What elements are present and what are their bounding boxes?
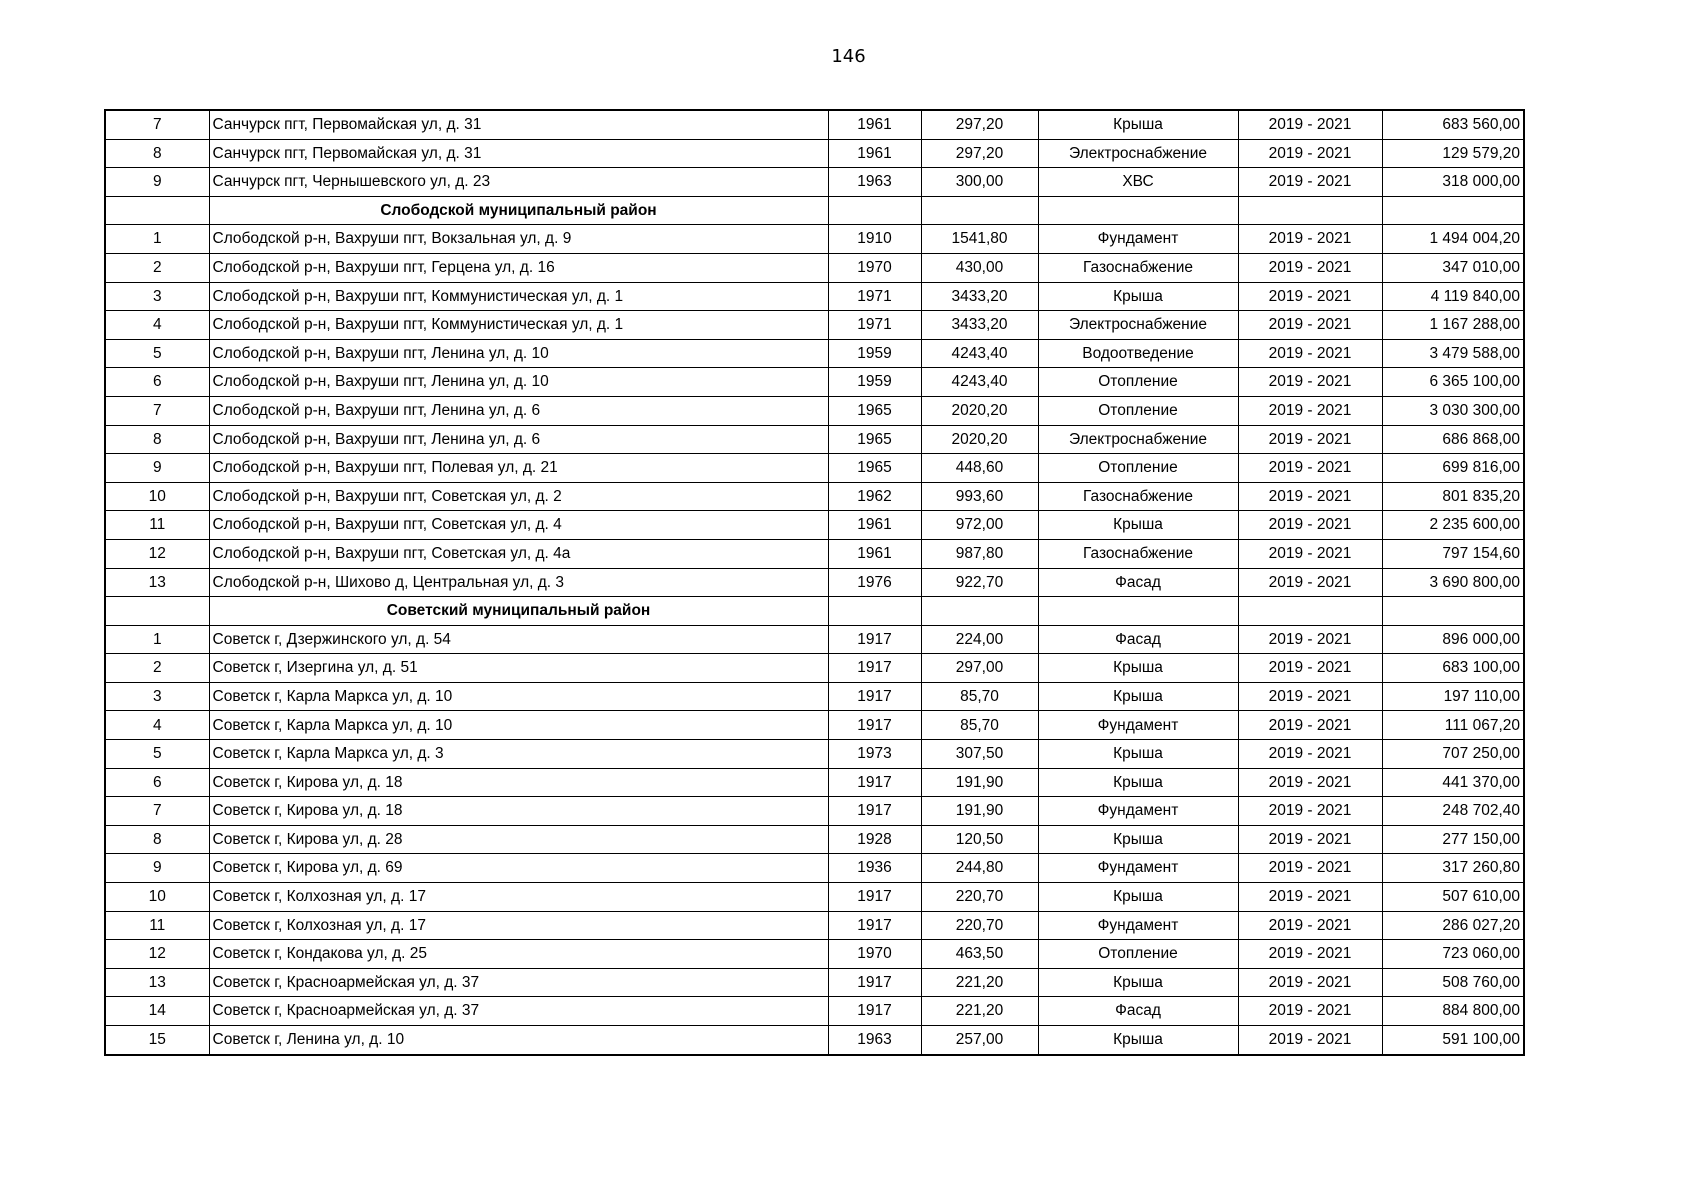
cost-cell: 3 479 588,00 <box>1382 339 1524 368</box>
address-cell: Советск г, Кирова ул, д. 18 <box>209 797 828 826</box>
table-row <box>105 339 1524 368</box>
table-row <box>105 740 1524 769</box>
cost-cell: 507 610,00 <box>1382 883 1524 912</box>
cost-cell: 699 816,00 <box>1382 454 1524 483</box>
row-number: 12 <box>105 539 209 568</box>
cost-cell: 1 494 004,20 <box>1382 225 1524 254</box>
cost-cell: 318 000,00 <box>1382 168 1524 197</box>
work-type-cell: Отопление <box>1038 396 1238 425</box>
period-cell: 2019 - 2021 <box>1238 711 1382 740</box>
row-number: 9 <box>105 454 209 483</box>
address-cell: Советск г, Колхозная ул, д. 17 <box>209 883 828 912</box>
cost-cell: 129 579,20 <box>1382 139 1524 168</box>
address-cell: Слободской р-н, Вахруши пгт, Коммунистическая ул, д. 1 <box>209 311 828 340</box>
work-type-cell: Газоснабжение <box>1038 539 1238 568</box>
area-cell: 297,20 <box>921 110 1038 139</box>
empty-cell <box>921 597 1038 626</box>
cost-cell: 683 560,00 <box>1382 110 1524 139</box>
address-cell: Советск г, Кирова ул, д. 69 <box>209 854 828 883</box>
row-number: 4 <box>105 311 209 340</box>
cost-cell: 2 235 600,00 <box>1382 511 1524 540</box>
year-built-cell: 1917 <box>828 797 921 826</box>
work-type-cell: Крыша <box>1038 883 1238 912</box>
area-cell: 300,00 <box>921 168 1038 197</box>
table-row <box>105 425 1524 454</box>
year-built-cell: 1917 <box>828 883 921 912</box>
empty-cell <box>921 196 1038 225</box>
period-cell: 2019 - 2021 <box>1238 425 1382 454</box>
area-cell: 4243,40 <box>921 339 1038 368</box>
address-cell: Советск г, Красноармейская ул, д. 37 <box>209 997 828 1026</box>
cost-cell: 441 370,00 <box>1382 768 1524 797</box>
period-cell: 2019 - 2021 <box>1238 1026 1382 1055</box>
year-built-cell: 1917 <box>828 682 921 711</box>
address-cell: Советск г, Изергина ул, д. 51 <box>209 654 828 683</box>
cost-cell: 683 100,00 <box>1382 654 1524 683</box>
table-row <box>105 311 1524 340</box>
cost-cell: 1 167 288,00 <box>1382 311 1524 340</box>
row-number: 8 <box>105 825 209 854</box>
period-cell: 2019 - 2021 <box>1238 253 1382 282</box>
work-type-cell: Крыша <box>1038 654 1238 683</box>
year-built-cell: 1917 <box>828 968 921 997</box>
district-heading: Слободской муниципальный район <box>209 196 828 225</box>
table-row <box>105 482 1524 511</box>
address-cell: Слободской р-н, Шихово д, Центральная ул, д. 3 <box>209 568 828 597</box>
work-type-cell: Фундамент <box>1038 225 1238 254</box>
area-cell: 297,00 <box>921 654 1038 683</box>
empty-cell <box>1038 597 1238 626</box>
empty-cell <box>1382 597 1524 626</box>
repair-program-table <box>104 109 1525 1056</box>
work-type-cell: Фундамент <box>1038 854 1238 883</box>
area-cell: 993,60 <box>921 482 1038 511</box>
row-number: 9 <box>105 854 209 883</box>
row-number: 11 <box>105 511 209 540</box>
period-cell: 2019 - 2021 <box>1238 539 1382 568</box>
year-built-cell: 1959 <box>828 339 921 368</box>
area-cell: 987,80 <box>921 539 1038 568</box>
area-cell: 85,70 <box>921 682 1038 711</box>
year-built-cell: 1910 <box>828 225 921 254</box>
address-cell: Советск г, Карла Маркса ул, д. 10 <box>209 711 828 740</box>
area-cell: 2020,20 <box>921 425 1038 454</box>
address-cell: Советск г, Дзержинского ул, д. 54 <box>209 625 828 654</box>
year-built-cell: 1962 <box>828 482 921 511</box>
year-built-cell: 1928 <box>828 825 921 854</box>
cost-cell: 896 000,00 <box>1382 625 1524 654</box>
address-cell: Советск г, Кондакова ул, д. 25 <box>209 940 828 969</box>
work-type-cell: Крыша <box>1038 110 1238 139</box>
period-cell: 2019 - 2021 <box>1238 311 1382 340</box>
work-type-cell: Фасад <box>1038 625 1238 654</box>
address-cell: Слободской р-н, Вахруши пгт, Советская ул, д. 4 <box>209 511 828 540</box>
area-cell: 120,50 <box>921 825 1038 854</box>
work-type-cell: Фундамент <box>1038 797 1238 826</box>
row-number: 14 <box>105 997 209 1026</box>
period-cell: 2019 - 2021 <box>1238 797 1382 826</box>
table-row <box>105 511 1524 540</box>
period-cell: 2019 - 2021 <box>1238 225 1382 254</box>
period-cell: 2019 - 2021 <box>1238 911 1382 940</box>
year-built-cell: 1959 <box>828 368 921 397</box>
address-cell: Слободской р-н, Вахруши пгт, Коммунистическая ул, д. 1 <box>209 282 828 311</box>
district-heading-row <box>105 597 1524 626</box>
period-cell: 2019 - 2021 <box>1238 940 1382 969</box>
work-type-cell: Фасад <box>1038 997 1238 1026</box>
year-built-cell: 1963 <box>828 1026 921 1055</box>
address-cell: Советск г, Красноармейская ул, д. 37 <box>209 968 828 997</box>
address-cell: Слободской р-н, Вахруши пгт, Советская ул, д. 4а <box>209 539 828 568</box>
year-built-cell: 1917 <box>828 911 921 940</box>
area-cell: 221,20 <box>921 997 1038 1026</box>
period-cell: 2019 - 2021 <box>1238 110 1382 139</box>
cost-cell: 686 868,00 <box>1382 425 1524 454</box>
period-cell: 2019 - 2021 <box>1238 568 1382 597</box>
row-number: 7 <box>105 396 209 425</box>
area-cell: 1541,80 <box>921 225 1038 254</box>
table-body <box>105 110 1524 1055</box>
work-type-cell: Электроснабжение <box>1038 425 1238 454</box>
table-row <box>105 225 1524 254</box>
empty-cell <box>1238 196 1382 225</box>
period-cell: 2019 - 2021 <box>1238 339 1382 368</box>
work-type-cell: Крыша <box>1038 968 1238 997</box>
work-type-cell: Фундамент <box>1038 911 1238 940</box>
cost-cell: 317 260,80 <box>1382 854 1524 883</box>
address-cell: Слободской р-н, Вахруши пгт, Ленина ул, д. 10 <box>209 368 828 397</box>
address-cell: Советск г, Кирова ул, д. 18 <box>209 768 828 797</box>
period-cell: 2019 - 2021 <box>1238 997 1382 1026</box>
period-cell: 2019 - 2021 <box>1238 854 1382 883</box>
empty-cell <box>105 597 209 626</box>
year-built-cell: 1965 <box>828 396 921 425</box>
period-cell: 2019 - 2021 <box>1238 139 1382 168</box>
table-row <box>105 253 1524 282</box>
cost-cell: 591 100,00 <box>1382 1026 1524 1055</box>
cost-cell: 277 150,00 <box>1382 825 1524 854</box>
area-cell: 297,20 <box>921 139 1038 168</box>
period-cell: 2019 - 2021 <box>1238 625 1382 654</box>
row-number: 7 <box>105 797 209 826</box>
area-cell: 2020,20 <box>921 396 1038 425</box>
table-row <box>105 168 1524 197</box>
empty-cell <box>1038 196 1238 225</box>
year-built-cell: 1976 <box>828 568 921 597</box>
table-row <box>105 682 1524 711</box>
area-cell: 224,00 <box>921 625 1038 654</box>
row-number: 8 <box>105 139 209 168</box>
year-built-cell: 1917 <box>828 625 921 654</box>
cost-cell: 508 760,00 <box>1382 968 1524 997</box>
cost-cell: 801 835,20 <box>1382 482 1524 511</box>
row-number: 13 <box>105 968 209 997</box>
work-type-cell: Крыша <box>1038 825 1238 854</box>
table-row <box>105 711 1524 740</box>
cost-cell: 707 250,00 <box>1382 740 1524 769</box>
row-number: 3 <box>105 682 209 711</box>
cost-cell: 884 800,00 <box>1382 997 1524 1026</box>
period-cell: 2019 - 2021 <box>1238 282 1382 311</box>
area-cell: 307,50 <box>921 740 1038 769</box>
work-type-cell: Крыша <box>1038 740 1238 769</box>
table-row <box>105 854 1524 883</box>
period-cell: 2019 - 2021 <box>1238 654 1382 683</box>
district-heading: Советский муниципальный район <box>209 597 828 626</box>
table-row <box>105 282 1524 311</box>
table-row <box>105 768 1524 797</box>
cost-cell: 797 154,60 <box>1382 539 1524 568</box>
table-row <box>105 825 1524 854</box>
year-built-cell: 1965 <box>828 454 921 483</box>
row-number: 8 <box>105 425 209 454</box>
cost-cell: 3 030 300,00 <box>1382 396 1524 425</box>
year-built-cell: 1973 <box>828 740 921 769</box>
area-cell: 191,90 <box>921 797 1038 826</box>
table-row <box>105 997 1524 1026</box>
row-number: 4 <box>105 711 209 740</box>
work-type-cell: Газоснабжение <box>1038 253 1238 282</box>
work-type-cell: ХВС <box>1038 168 1238 197</box>
work-type-cell: Отопление <box>1038 368 1238 397</box>
year-built-cell: 1917 <box>828 654 921 683</box>
address-cell: Санчурск пгт, Первомайская ул, д. 31 <box>209 139 828 168</box>
period-cell: 2019 - 2021 <box>1238 883 1382 912</box>
cost-cell: 197 110,00 <box>1382 682 1524 711</box>
table-row <box>105 454 1524 483</box>
row-number: 10 <box>105 883 209 912</box>
address-cell: Слободской р-н, Вахруши пгт, Ленина ул, д. 6 <box>209 425 828 454</box>
address-cell: Советск г, Карла Маркса ул, д. 10 <box>209 682 828 711</box>
work-type-cell: Крыша <box>1038 282 1238 311</box>
work-type-cell: Водоотведение <box>1038 339 1238 368</box>
work-type-cell: Электроснабжение <box>1038 139 1238 168</box>
area-cell: 191,90 <box>921 768 1038 797</box>
cost-cell: 3 690 800,00 <box>1382 568 1524 597</box>
table-row <box>105 539 1524 568</box>
row-number: 2 <box>105 654 209 683</box>
address-cell: Слободской р-н, Вахруши пгт, Герцена ул, д. 16 <box>209 253 828 282</box>
table-row <box>105 625 1524 654</box>
work-type-cell: Крыша <box>1038 511 1238 540</box>
empty-cell <box>105 196 209 225</box>
row-number: 6 <box>105 768 209 797</box>
work-type-cell: Крыша <box>1038 1026 1238 1055</box>
table-row <box>105 568 1524 597</box>
area-cell: 4243,40 <box>921 368 1038 397</box>
period-cell: 2019 - 2021 <box>1238 454 1382 483</box>
area-cell: 85,70 <box>921 711 1038 740</box>
table-row <box>105 797 1524 826</box>
area-cell: 922,70 <box>921 568 1038 597</box>
address-cell: Слободской р-н, Вахруши пгт, Полевая ул, д. 21 <box>209 454 828 483</box>
period-cell: 2019 - 2021 <box>1238 482 1382 511</box>
cost-cell: 6 365 100,00 <box>1382 368 1524 397</box>
row-number: 3 <box>105 282 209 311</box>
address-cell: Советск г, Кирова ул, д. 28 <box>209 825 828 854</box>
cost-cell: 111 067,20 <box>1382 711 1524 740</box>
row-number: 6 <box>105 368 209 397</box>
year-built-cell: 1961 <box>828 511 921 540</box>
area-cell: 430,00 <box>921 253 1038 282</box>
empty-cell <box>828 597 921 626</box>
year-built-cell: 1970 <box>828 940 921 969</box>
address-cell: Советск г, Карла Маркса ул, д. 3 <box>209 740 828 769</box>
area-cell: 220,70 <box>921 883 1038 912</box>
address-cell: Слободской р-н, Вахруши пгт, Советская ул, д. 2 <box>209 482 828 511</box>
district-heading-row <box>105 196 1524 225</box>
table-row <box>105 110 1524 139</box>
year-built-cell: 1961 <box>828 110 921 139</box>
year-built-cell: 1971 <box>828 311 921 340</box>
empty-cell <box>1238 597 1382 626</box>
row-number: 7 <box>105 110 209 139</box>
area-cell: 972,00 <box>921 511 1038 540</box>
period-cell: 2019 - 2021 <box>1238 740 1382 769</box>
area-cell: 244,80 <box>921 854 1038 883</box>
address-cell: Советск г, Ленина ул, д. 10 <box>209 1026 828 1055</box>
work-type-cell: Фундамент <box>1038 711 1238 740</box>
row-number: 9 <box>105 168 209 197</box>
work-type-cell: Отопление <box>1038 940 1238 969</box>
table-row <box>105 368 1524 397</box>
table-row <box>105 968 1524 997</box>
year-built-cell: 1917 <box>828 711 921 740</box>
period-cell: 2019 - 2021 <box>1238 768 1382 797</box>
year-built-cell: 1961 <box>828 539 921 568</box>
period-cell: 2019 - 2021 <box>1238 825 1382 854</box>
period-cell: 2019 - 2021 <box>1238 396 1382 425</box>
table-row <box>105 940 1524 969</box>
table-row <box>105 396 1524 425</box>
row-number: 15 <box>105 1026 209 1055</box>
year-built-cell: 1963 <box>828 168 921 197</box>
row-number: 13 <box>105 568 209 597</box>
address-cell: Советск г, Колхозная ул, д. 17 <box>209 911 828 940</box>
address-cell: Санчурск пгт, Первомайская ул, д. 31 <box>209 110 828 139</box>
empty-cell <box>1382 196 1524 225</box>
table-row <box>105 139 1524 168</box>
work-type-cell: Отопление <box>1038 454 1238 483</box>
year-built-cell: 1936 <box>828 854 921 883</box>
address-cell: Слободской р-н, Вахруши пгт, Ленина ул, д. 10 <box>209 339 828 368</box>
table-row <box>105 883 1524 912</box>
work-type-cell: Электроснабжение <box>1038 311 1238 340</box>
area-cell: 221,20 <box>921 968 1038 997</box>
cost-cell: 248 702,40 <box>1382 797 1524 826</box>
area-cell: 463,50 <box>921 940 1038 969</box>
period-cell: 2019 - 2021 <box>1238 682 1382 711</box>
row-number: 1 <box>105 625 209 654</box>
cost-cell: 4 119 840,00 <box>1382 282 1524 311</box>
work-type-cell: Газоснабжение <box>1038 482 1238 511</box>
row-number: 11 <box>105 911 209 940</box>
area-cell: 448,60 <box>921 454 1038 483</box>
empty-cell <box>828 196 921 225</box>
period-cell: 2019 - 2021 <box>1238 168 1382 197</box>
row-number: 12 <box>105 940 209 969</box>
year-built-cell: 1965 <box>828 425 921 454</box>
row-number: 1 <box>105 225 209 254</box>
address-cell: Санчурск пгт, Чернышевского ул, д. 23 <box>209 168 828 197</box>
period-cell: 2019 - 2021 <box>1238 511 1382 540</box>
area-cell: 220,70 <box>921 911 1038 940</box>
address-cell: Слободской р-н, Вахруши пгт, Вокзальная ул, д. 9 <box>209 225 828 254</box>
row-number: 2 <box>105 253 209 282</box>
area-cell: 3433,20 <box>921 282 1038 311</box>
year-built-cell: 1917 <box>828 768 921 797</box>
row-number: 5 <box>105 740 209 769</box>
year-built-cell: 1971 <box>828 282 921 311</box>
work-type-cell: Крыша <box>1038 768 1238 797</box>
year-built-cell: 1961 <box>828 139 921 168</box>
period-cell: 2019 - 2021 <box>1238 968 1382 997</box>
area-cell: 257,00 <box>921 1026 1038 1055</box>
page-number: 146 <box>831 46 866 67</box>
cost-cell: 286 027,20 <box>1382 911 1524 940</box>
address-cell: Слободской р-н, Вахруши пгт, Ленина ул, д. 6 <box>209 396 828 425</box>
year-built-cell: 1917 <box>828 997 921 1026</box>
area-cell: 3433,20 <box>921 311 1038 340</box>
row-number: 5 <box>105 339 209 368</box>
work-type-cell: Фасад <box>1038 568 1238 597</box>
cost-cell: 723 060,00 <box>1382 940 1524 969</box>
table-row <box>105 911 1524 940</box>
table-row <box>105 654 1524 683</box>
year-built-cell: 1970 <box>828 253 921 282</box>
work-type-cell: Крыша <box>1038 682 1238 711</box>
period-cell: 2019 - 2021 <box>1238 368 1382 397</box>
table-row <box>105 1026 1524 1055</box>
cost-cell: 347 010,00 <box>1382 253 1524 282</box>
row-number: 10 <box>105 482 209 511</box>
